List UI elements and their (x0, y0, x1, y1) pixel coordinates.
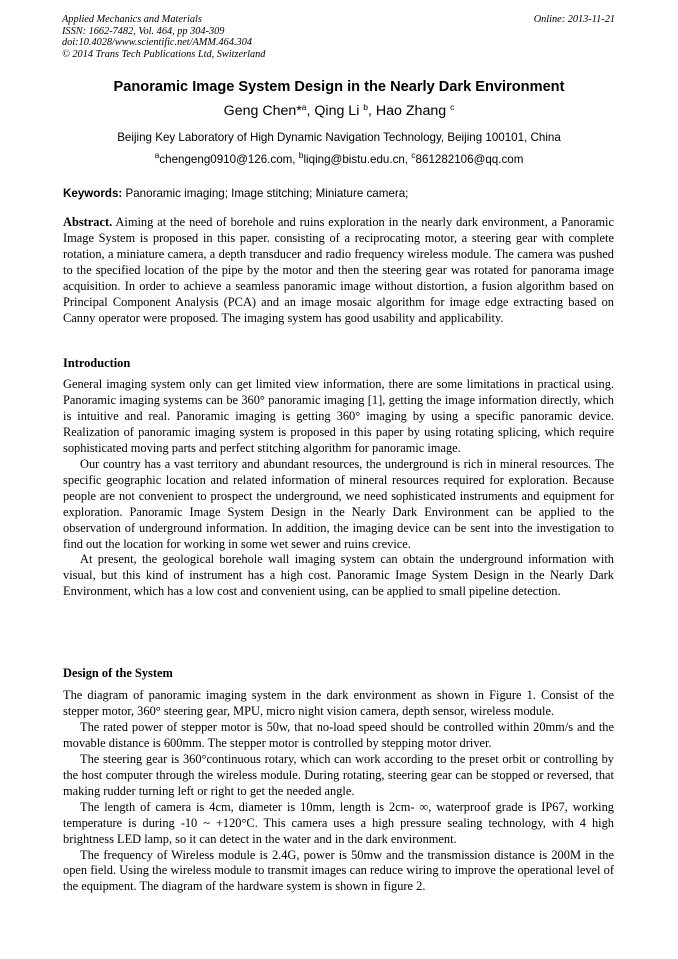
paragraph: The steering gear is 360°continuous rotary, which can work according to the preset orbit or controlling by the host computer through the wireless module. During rotating, steering gear can be stopped or reversed, that making rudder turning left or right to get the needed angle. (63, 751, 614, 798)
author-list (0, 102, 678, 120)
section-heading-introduction: Introduction (63, 356, 131, 370)
paragraph: The diagram of panoramic imaging system in the dark environment as shown in Figure 1. Consist of the stepper motor, 360° steering gear, MPU, micro night vision camera, depth sensor, wireless module. (63, 688, 614, 718)
keywords-label: Keywords: (63, 187, 123, 200)
paragraph: Our country has a vast territory and abundant resources, the underground is rich in mineral resources. The specific geographic location and related information of mineral resources required for exploration. Because people are not convenient to prospect the underground, we need sophisticated instruments and equipment for exploration. Panoramic Image System Design in the Nearly Dark Environment can be applied to the observation of underground information. In addition, the imaging device can be sent into the investigation to find out the location for working in some wet sewer and ruins crevice. (63, 456, 614, 551)
introduction-section (63, 377, 614, 600)
email-address: liqing@bistu.edu.cn, (303, 153, 412, 166)
author-name: Hao Zhang (375, 103, 447, 119)
paragraph: At present, the geological borehole wall imaging system can obtain the underground information with visual, but this kind of instrument has a high cost. Panoramic Image System Design in the Nearly Dark Environment, which has a low cost and convenient using, can be applied to small pipeline detection. (63, 552, 614, 599)
paragraph: General imaging system only can get limited view information, there are some limitations in practical using. Panoramic imaging systems can be 360° panoramic imaging [1], getting the image information directly, which is intuitive and real. Panoramic imaging is getting 360° imaging by using a specific panoramic device. Realization of panoramic imaging system is proposed in this paper by using rotating splicing, which require sophisticated moving parts and perfect stitching algorithm for panoramic image. (63, 377, 614, 455)
abstract-text: Aiming at the need of borehole and ruins exploration in the nearly dark environment, a Panoramic Image System is proposed in this paper. consisting of a reciprocating motor, a steering gear with complete rotation, a miniature camera, a depth transducer and radio frequency wireless module. The camera was pushed to the specified location of the pipe by the motor and then the steering gear was rotated for panorama image acquisition. In order to achieve a seamless panoramic image without distortion, a fusion algorithm based on Principal Component Analysis (PCA) and an image mosaic algorithm for image edge extracting based on Canny operator were proposed. The imaging system has good usability and applicability. (63, 215, 614, 325)
author-name: Qing Li (314, 103, 360, 119)
author-superscript: b (363, 102, 369, 112)
author-name: Geng Chen* (223, 103, 302, 119)
author-separator: , (368, 103, 376, 119)
design-section (63, 688, 614, 895)
paragraph: The rated power of stepper motor is 50w, that no-load speed should be controlled within 20mm/s and the movable distance is 600mm. The stepper motor is controlled by stepping motor driver. (63, 719, 614, 750)
email-superscript: a (154, 150, 160, 160)
abstract-label: Abstract. (63, 215, 113, 229)
author-separator: , (306, 103, 315, 119)
journal-name: Applied Mechanics and Materials (62, 14, 202, 25)
issn-line: ISSN: 1662-7482, Vol. 464, pp 304-309 (62, 25, 225, 37)
author-emails (0, 150, 678, 167)
email-address: chengeng0910@126.com, (159, 153, 299, 166)
section-heading-design: Design of the System (63, 666, 173, 680)
paragraph: The length of camera is 4cm, diameter is 10mm, length is 2cm- ∞, waterproof grade is IP67, working temperature is during -10 ~ +120°C. This camera uses a high pressure sealing technology, with 4 high brightness LED lamp, so it can detect in the water and in the dark environment. (63, 799, 614, 846)
author-superscript: a (301, 102, 307, 112)
author-superscript: c (450, 102, 455, 112)
copyright-line: © 2014 Trans Tech Publications Ltd, Switzerland (62, 48, 266, 60)
keywords (63, 187, 408, 201)
paragraph: The frequency of Wireless module is 2.4G, power is 50mw and the transmission distance is 200M in the open field. Using the wireless module to transmit images can reduce wiring to improve the operational level of the equipment. The diagram of the hardware system is shown in figure 2. (63, 847, 614, 894)
affiliation: Beijing Key Laboratory of High Dynamic Navigation Technology, Beijing 100101, China (117, 131, 561, 144)
online-date: Online: 2013-11-21 (533, 14, 615, 25)
email-superscript: c (411, 150, 416, 160)
email-address: 861282106@qq.com (415, 153, 524, 166)
paper-title: Panoramic Image System Design in the Nearly Dark Environment (113, 79, 565, 95)
doi-line: doi:10.4028/www.scientific.net/AMM.464.304 (62, 37, 252, 49)
abstract (63, 215, 614, 327)
email-superscript: b (298, 150, 304, 160)
journal-header (62, 14, 265, 60)
keywords-text: Panoramic imaging; Image stitching; Miniature camera; (122, 187, 409, 200)
